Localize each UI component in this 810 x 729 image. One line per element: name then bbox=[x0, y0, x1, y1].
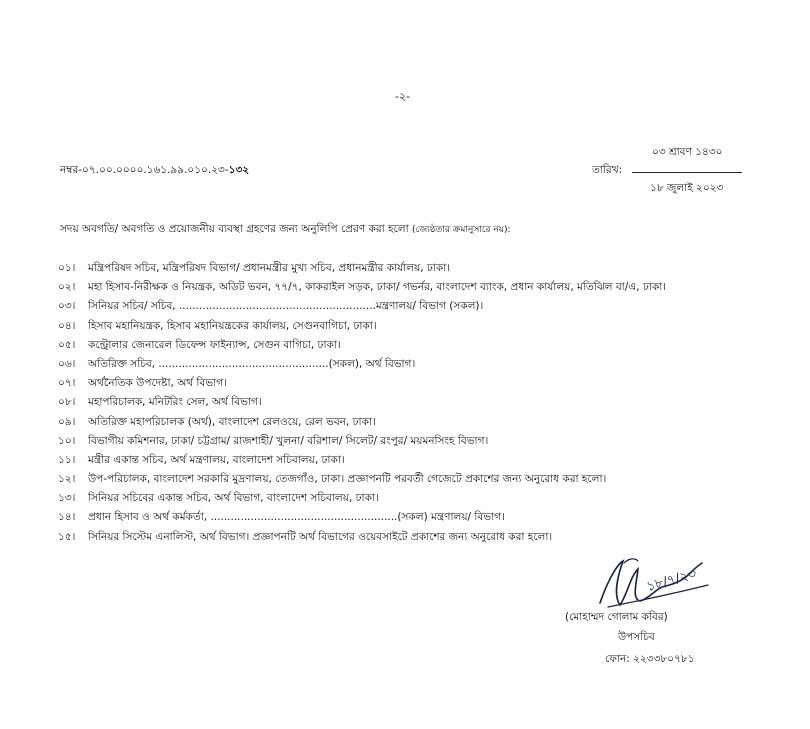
memo-number bbox=[60, 163, 249, 180]
distribution-item bbox=[58, 374, 666, 393]
item-text: মন্ত্রীর একান্ত সচিব, অর্থ মন্ত্রণালয়, বাংলাদেশ সচিবালয়, ঢাকা। bbox=[88, 453, 345, 466]
signature-date: ১৮/৭/২৩ bbox=[644, 566, 699, 595]
distribution-item bbox=[58, 508, 666, 527]
item-text: সিনিয়র সিস্টেম এনালিস্ট, অর্থ বিভাগ। প্রজ্ঞাপনটি অর্থ বিভাগের ওয়েবসাইটে প্রকাশের জন্য অনুরোধ করা হলো। bbox=[88, 530, 553, 543]
signer-name: (মোহাম্মদ গোলাম কবির) bbox=[565, 611, 668, 623]
distribution-item bbox=[58, 451, 666, 470]
signer-title: উপসচিব bbox=[618, 631, 655, 643]
item-text: উপ-পরিচালক, বাংলাদেশ সরকারি মুদ্রণালয়, তেজগাঁও, ঢাকা। প্রজ্ঞাপনটি পরবর্তী গেজেটে প্রকাশের জন্য অনুরোধ করা হলো। bbox=[88, 473, 607, 486]
item-text: মহা হিসাব-নিরীক্ষক ও নিয়ন্ত্রক, অডিট ভবন, ৭৭/৭, কাকরাইল সড়ক, ঢাকা/ গভর্নর, বাংলাদেশ ব্যাংক, প্রধান কার্যালয়, মতিঝিল বা/এ, ঢাকা। bbox=[88, 281, 667, 294]
distribution-item bbox=[58, 317, 666, 336]
item-text: প্রধান হিসাব ও অর্থ কর্মকর্তা, ........................................................(সকল) মন্ত্রণালয়/ বিভাগ। bbox=[88, 511, 505, 524]
item-number: ১৫। bbox=[58, 530, 76, 543]
distribution-item bbox=[58, 297, 666, 316]
item-number: ০৫। bbox=[58, 338, 76, 351]
date-label: তারিখ: bbox=[592, 164, 623, 176]
item-number: ০১। bbox=[58, 262, 76, 274]
item-number: ১৪। bbox=[58, 511, 76, 524]
date-divider bbox=[632, 172, 742, 173]
item-text: মহাপরিচালক, মনিটরিং সেল, অর্থ বিভাগ। bbox=[88, 396, 262, 409]
item-text: সিনিয়র সচিব/ সচিব, ...........................................................মন্ত্রণালয়/ বিভাগ (সকল)। bbox=[88, 300, 484, 313]
item-text: কন্ট্রোলার জেনারেল ডিফেন্স ফাইন্যান্স, সেগুন বাগিচা, ঢাকা। bbox=[88, 338, 341, 351]
item-number: ০৪। bbox=[58, 319, 76, 332]
item-number: ০৯। bbox=[58, 415, 76, 428]
distribution-item bbox=[58, 489, 666, 508]
distribution-item bbox=[58, 393, 666, 412]
item-number: ১০। bbox=[58, 434, 76, 447]
handwritten-signature bbox=[578, 555, 718, 615]
memo-number-suffix: ১৩২ bbox=[228, 164, 250, 176]
distribution-list bbox=[58, 259, 666, 547]
item-number: ১৩। bbox=[58, 492, 76, 505]
intro-text: সদয় অবগতি/ অবগতি ও প্রয়োজনীয় ব্যবস্থা গ্রহণের জন্য অনুলিপি প্রেরণ করা হলো bbox=[60, 223, 412, 235]
item-number: ০৬। bbox=[58, 357, 76, 370]
item-number: ০৩। bbox=[58, 300, 76, 313]
item-number: ০২। bbox=[58, 281, 76, 294]
item-text: সিনিয়র সচিবের একান্ত সচিব, অর্থ বিভাগ, বাংলাদেশ সচিবালয়, ঢাকা। bbox=[88, 492, 379, 505]
item-number: ১১। bbox=[58, 453, 76, 466]
item-text: অতিরিক্ত সচিব, ...................................................(সকল), অর্থ বিভাগ। bbox=[88, 357, 416, 370]
distribution-item bbox=[58, 413, 666, 432]
distribution-item bbox=[58, 278, 666, 297]
distribution-item bbox=[58, 355, 666, 374]
date-bangla: ০৩ শ্রাবণ ১৪৩০ bbox=[652, 146, 723, 158]
distribution-item bbox=[58, 336, 666, 355]
signer-phone: ফোন: ২২৩৩৮০৭৮১ bbox=[605, 653, 695, 665]
page-number: -২- bbox=[395, 90, 411, 103]
intro-note: (জ্যেষ্ঠতার ক্রমানুসারে নয়): bbox=[411, 225, 511, 235]
item-text: অর্থনৈতিক উপদেষ্টা, অর্থ বিভাগ। bbox=[88, 377, 227, 390]
distribution-item bbox=[58, 470, 666, 489]
item-number: ০৭। bbox=[58, 377, 76, 390]
item-text: অতিরিক্ত মহাপরিচালক (অর্থ), বাংলাদেশ রেলওয়ে, রেল ভবন, ঢাকা। bbox=[88, 415, 376, 428]
item-text: হিসাব মহানিয়ন্ত্রক, হিসাব মহানিয়ন্ত্রকের কার্যালয়, সেগুনবাগিচা, ঢাকা। bbox=[88, 319, 377, 332]
item-number: ১২। bbox=[58, 473, 76, 486]
memo-number-prefix: নম্বর-০৭.০০.০০০০.১৬১.৯৯.০১০.২৩- bbox=[60, 164, 229, 176]
date-english: ১৮ জুলাই ২০২৩ bbox=[650, 182, 724, 194]
distribution-item bbox=[58, 259, 666, 278]
distribution-item bbox=[58, 432, 666, 451]
distribution-item bbox=[58, 528, 666, 547]
item-text: বিভাগীয় কমিশনার, ঢাকা/ চট্টগ্রাম/ রাজশাহী/ খুলনা/ বরিশাল/ সিলেট/ রংপুর/ ময়মনসিংহ বিভাগ। bbox=[88, 434, 489, 447]
item-number: ০৮। bbox=[58, 396, 76, 409]
distribution-intro bbox=[60, 222, 511, 239]
item-text: মন্ত্রিপরিষদ সচিব, মন্ত্রিপরিষদ বিভাগ/ প্রধানমন্ত্রীর মুখ্য সচিব, প্রধানমন্ত্রীর কার্যালয়, ঢাকা। bbox=[88, 262, 451, 274]
